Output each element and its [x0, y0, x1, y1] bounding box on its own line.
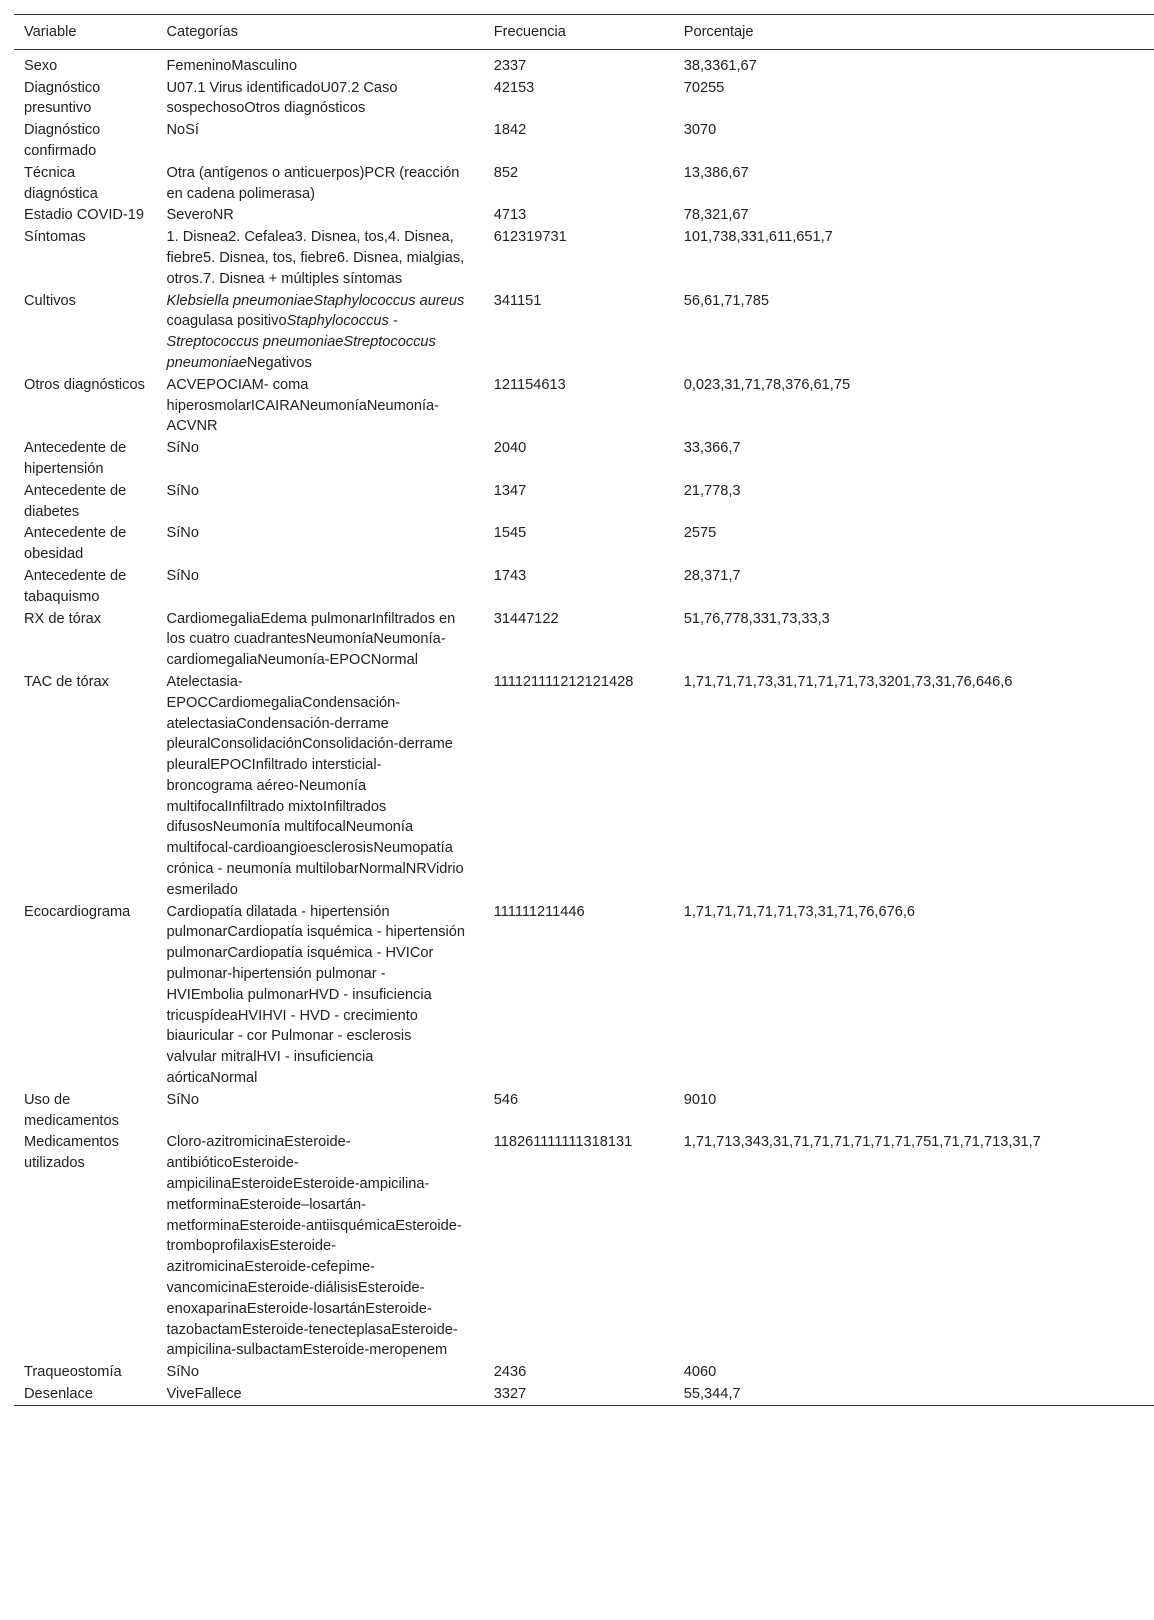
cell-frequency: 4713 [493, 207, 527, 224]
cell-percentage: 1,71,71,71,71,71,73,31,71,76,676,6 [683, 903, 915, 920]
cell-percentage: 4060 [683, 1364, 717, 1381]
cell-percentage: 33,366,7 [683, 440, 741, 457]
cell-frequency: 852 [493, 164, 519, 181]
table-row [14, 437, 1154, 480]
cell-variable: Antecedente de hipertensión [24, 440, 127, 477]
cell-variable: Estadio COVID-19 [24, 207, 145, 224]
table-row [14, 1131, 1154, 1361]
cell-variable: TAC de tórax [24, 673, 109, 690]
table-row [14, 77, 1154, 120]
cell-percentage: 101,738,331,611,651,7 [683, 229, 833, 246]
table-row [14, 522, 1154, 565]
table-row [14, 119, 1154, 162]
cell-variable: Antecedente de diabetes [24, 482, 127, 520]
cell-percentage: 55,344,7 [683, 1386, 741, 1402]
table-row [14, 1089, 1154, 1132]
cell-frequency: 31447122 [493, 610, 559, 627]
cell-categories: FemeninoMasculino [166, 57, 298, 74]
cell-frequency: 1743 [493, 567, 527, 584]
cell-variable: Ecocardiograma [24, 903, 131, 920]
table-row [14, 162, 1154, 205]
results-table-container [14, 14, 1154, 1406]
cell-percentage: 56,61,71,785 [683, 292, 769, 309]
cell-categories: SeveroNR [166, 207, 234, 224]
table-row [14, 671, 1154, 901]
cell-categories: Otra (antígenos o anticuerpos)PCR (reacción en cadena polimerasa) [166, 164, 460, 202]
cell-categories: SíNo [166, 440, 199, 457]
cell-variable: Síntomas [24, 229, 86, 246]
cell-variable: Sexo [24, 57, 58, 74]
table-row [14, 290, 1154, 374]
cell-frequency: 1545 [493, 525, 527, 542]
cell-variable: Cultivos [24, 292, 76, 309]
table-body [14, 49, 1154, 1405]
cell-frequency: 341151 [493, 292, 542, 309]
cell-categories: Atelectasia-EPOCCardiomegaliaCondensación-atelectasiaCondensación-derrame pleuralConsolidaciónConsolidación-derrame pleuralEPOCInfiltrado intersticial-broncograma aéreo-Neumonía multifocalInfiltrado mixtoInfiltrados difusosNeumonía multifocalNeumonía multifocal-cardioangioesclerosisNeumopatía crónica - neumonía multilobarNormalNRVidrio esmerilado [166, 673, 464, 898]
cell-frequency: 3327 [493, 1386, 527, 1402]
cell-categories: SíNo [166, 482, 199, 499]
cell-percentage: 2575 [683, 525, 717, 542]
header-frequency: Frecuencia [493, 24, 566, 40]
cell-percentage: 1,71,71,71,73,31,71,71,71,73,3201,73,31,76,646,6 [683, 673, 1013, 690]
cell-percentage: 70255 [683, 79, 725, 96]
cell-percentage: 3070 [683, 122, 717, 139]
cell-percentage: 51,76,778,331,73,33,3 [683, 610, 830, 627]
cell-variable: Otros diagnósticos [24, 376, 145, 393]
cell-percentage: 21,778,3 [683, 482, 741, 499]
cell-frequency: 1347 [493, 482, 527, 499]
cell-percentage: 9010 [683, 1091, 717, 1108]
cell-percentage: 38,3361,67 [683, 57, 757, 74]
cell-percentage: 78,321,67 [683, 207, 749, 224]
cell-variable: Uso de medicamentos [24, 1091, 119, 1129]
cell-frequency: 111121111212121428 [493, 673, 634, 690]
cell-frequency: 121154613 [493, 376, 566, 393]
cell-percentage: 13,386,67 [683, 164, 749, 181]
cell-frequency: 546 [493, 1091, 519, 1108]
category-text-part: Klebsiella pneumoniaeStaphylococcus aureus [166, 292, 465, 309]
cell-categories: 1. Disnea2. Cefalea3. Disnea, tos,4. Disnea, fiebre5. Disnea, tos, fiebre6. Disnea, mialgias, otros.7. Disnea + múltiples síntomas [166, 229, 465, 287]
cell-categories: SíNo [166, 567, 199, 584]
cell-percentage: 1,71,713,343,31,71,71,71,71,71,71,751,71,71,713,31,7 [683, 1134, 1041, 1151]
cell-categories: CardiomegaliaEdema pulmonarInfiltrados en los cuatro cuadrantesNeumoníaNeumonía-cardiomegaliaNeumonía-EPOCNormal [166, 610, 456, 669]
table-row [14, 565, 1154, 608]
cell-variable: Traqueostomía [24, 1364, 122, 1381]
cell-variable: Desenlace [24, 1386, 93, 1402]
cell-categories: Cardiopatía dilatada - hipertensión pulmonarCardiopatía isquémica - hipertensión pulmonarCardiopatía isquémica - HVICor pulmonar-hipertensión pulmonar - HVIEmbolia pulmonarHVD - insuficiencia tricuspídeaHVIHVI - HVD - crecimiento biauricular - cor Pulmonar - esclerosis valvular mitralHVI - insuficiencia aórticaNormal [166, 903, 466, 1087]
cell-categories: Cloro-azitromicinaEsteroide-antibióticoEsteroide-ampicilinaEsteroideEsteroide-ampicilina-metforminaEsteroide–losartán-metforminaEsteroide-antiisquémicaEsteroide-tromboprofilaxisEsteroide-azitromicinaEsteroide-cefepime-vancomicinaEsteroide-diálisisEsteroide-enoxaparinaEsteroide-losartánEsteroide-tazobactamEsteroide-tenecteplasaEsteroide-ampicilina-sulbactamEsteroide-meropenem [166, 1134, 462, 1359]
cell-categories: SíNo [166, 1091, 199, 1108]
results-table [14, 14, 1154, 1406]
category-text-part: Staphylococcus - Streptococcus pneumoniaeStreptococcus pneumoniae [166, 313, 436, 371]
header-categories: Categorías [166, 24, 238, 40]
cell-frequency: 2337 [493, 57, 527, 74]
cell-variable: RX de tórax [24, 610, 102, 627]
header-percentage: Porcentaje [683, 24, 754, 40]
cell-categories: ViveFallece [166, 1386, 242, 1402]
cell-frequency: 118261111111318131 [493, 1134, 633, 1151]
table-row [14, 608, 1154, 671]
table-row [14, 901, 1154, 1089]
cell-variable: Antecedente de obesidad [24, 525, 127, 563]
cell-categories: ACVEPOCIAM- coma hiperosmolarICAIRANeumoníaNeumonía-ACVNR [166, 376, 440, 435]
category-text-part: Negativos [246, 354, 312, 371]
cell-frequency: 2040 [493, 440, 527, 457]
table-row [14, 1361, 1154, 1383]
cell-frequency: 111111211446 [493, 903, 585, 920]
category-text-part: coagulasa positivo [166, 313, 287, 330]
cell-frequency: 2436 [493, 1364, 527, 1381]
header-row [14, 15, 1154, 50]
header-variable: Variable [24, 24, 77, 40]
cell-variable: Diagnóstico presuntivo [24, 79, 101, 117]
cell-percentage: 0,023,31,71,78,376,61,75 [683, 376, 851, 393]
cell-variable: Medicamentos utilizados [24, 1134, 119, 1172]
cell-categories: NoSí [166, 122, 199, 139]
table-row [14, 49, 1154, 76]
table-row [14, 1383, 1154, 1405]
table-row [14, 226, 1154, 289]
cell-frequency: 1842 [493, 122, 527, 139]
cell-frequency: 612319731 [493, 229, 567, 246]
cell-categories: SíNo [166, 1364, 199, 1381]
table-row [14, 204, 1154, 226]
cell-categories [157, 290, 484, 374]
cell-percentage: 28,371,7 [683, 567, 741, 584]
cell-categories: SíNo [166, 525, 199, 542]
cell-variable: Antecedente de tabaquismo [24, 567, 127, 605]
table-row [14, 374, 1154, 437]
cell-categories: U07.1 Virus identificadoU07.2 Caso sospechosoOtros diagnósticos [166, 79, 398, 117]
cell-variable: Técnica diagnóstica [24, 164, 98, 202]
table-header [14, 15, 1154, 50]
table-row [14, 480, 1154, 523]
cell-variable: Diagnóstico confirmado [24, 122, 101, 159]
cell-frequency: 42153 [493, 79, 535, 96]
